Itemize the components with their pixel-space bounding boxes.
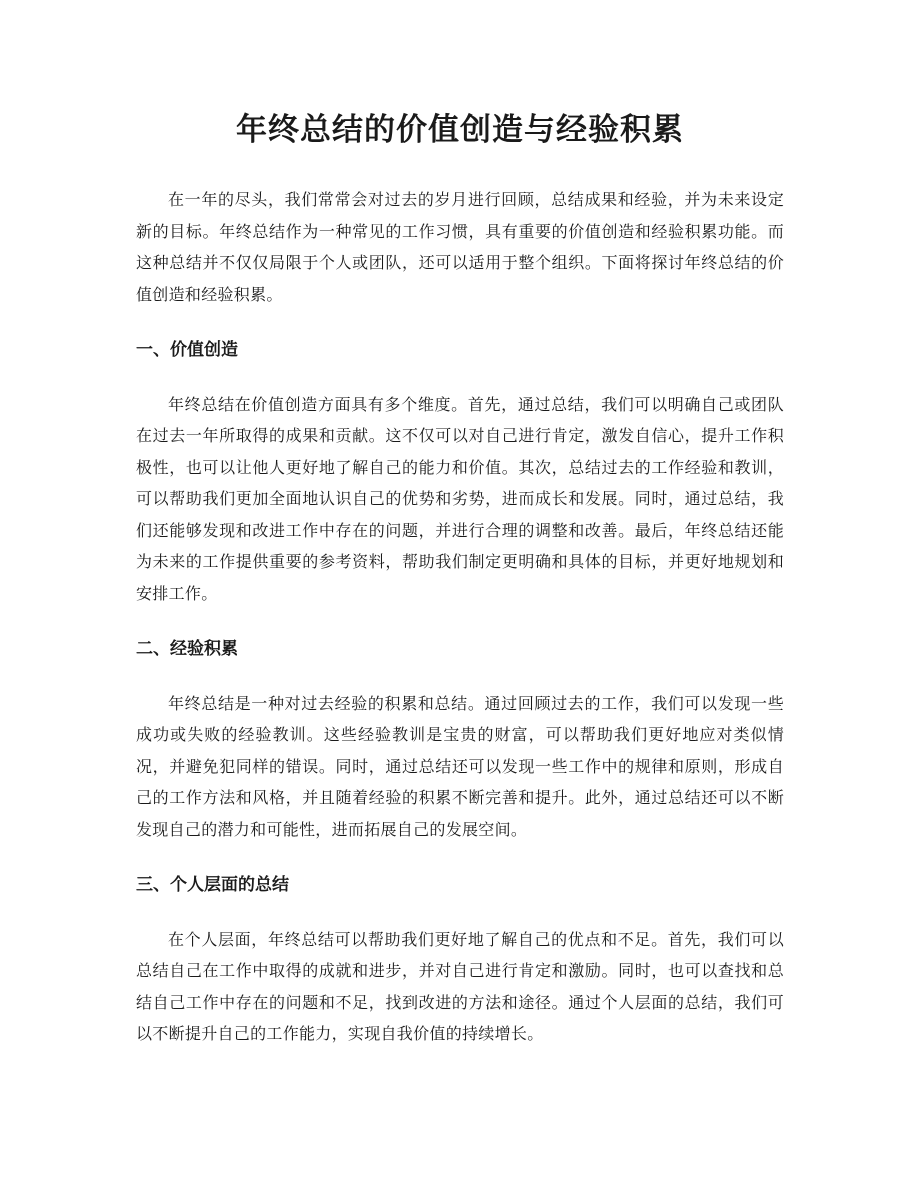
section-heading-experience: 二、经验积累: [136, 639, 238, 659]
section-paragraph-experience: 年终总结是一种对过去经验的积累和总结。通过回顾过去的工作，我们可以发现一些成功或失败的经验教训。这些经验教训是宝贵的财富，可以帮助我们更好地应对类似情况，并避免犯同样的错误。同时，通过总结还可以发现一些工作中的规律和原则，形成自己的工作方法和风格，并且随着经验的积累不断完善和提升。此外，通过总结还可以不断发现自己的潜力和可能性，进而拓展自己的发展空间。: [136, 693, 784, 839]
page-title: 年终总结的价值创造与经验积累: [236, 112, 684, 148]
section-paragraph-value-creation: 年终总结在价值创造方面具有多个维度。首先，通过总结，我们可以明确自己或团队在过去一年所取得的成果和贡献。这不仅可以对自己进行肯定，激发自信心，提升工作积极性，也可以让他人更好地了解自己的能力和价值。其次，总结过去的工作经验和教训，可以帮助我们更加全面地认识自己的优势和劣势，进而成长和发展。同时，通过总结，我们还能够发现和改进工作中存在的问题，并进行合理的调整和改善。最后，年终总结还能为未来的工作提供重要的参考资料，帮助我们制定更明确和具体的目标，并更好地规划和安排工作。: [136, 394, 784, 603]
section-heading-personal: 三、个人层面的总结: [136, 875, 289, 895]
document-body: [136, 184, 784, 1050]
intro-paragraph: 在一年的尽头，我们常常会对过去的岁月进行回顾，总结成果和经验，并为未来设定新的目标。年终总结作为一种常见的工作习惯，具有重要的价值创造和经验积累功能。而这种总结并不仅仅局限于个人或团队，还可以适用于整个组织。下面将探讨年终总结的价值创造和经验积累。: [136, 190, 784, 304]
section-paragraph-personal: 在个人层面，年终总结可以帮助我们更好地了解自己的优点和不足。首先，我们可以总结自己在工作中取得的成就和进步，并对自己进行肯定和激励。同时，也可以查找和总结自己工作中存在的问题和不足，找到改进的方法和途径。通过个人层面的总结，我们可以不断提升自己的工作能力，实现自我价值的持续增长。: [136, 929, 784, 1043]
section-heading-value-creation: 一、价值创造: [136, 340, 238, 360]
